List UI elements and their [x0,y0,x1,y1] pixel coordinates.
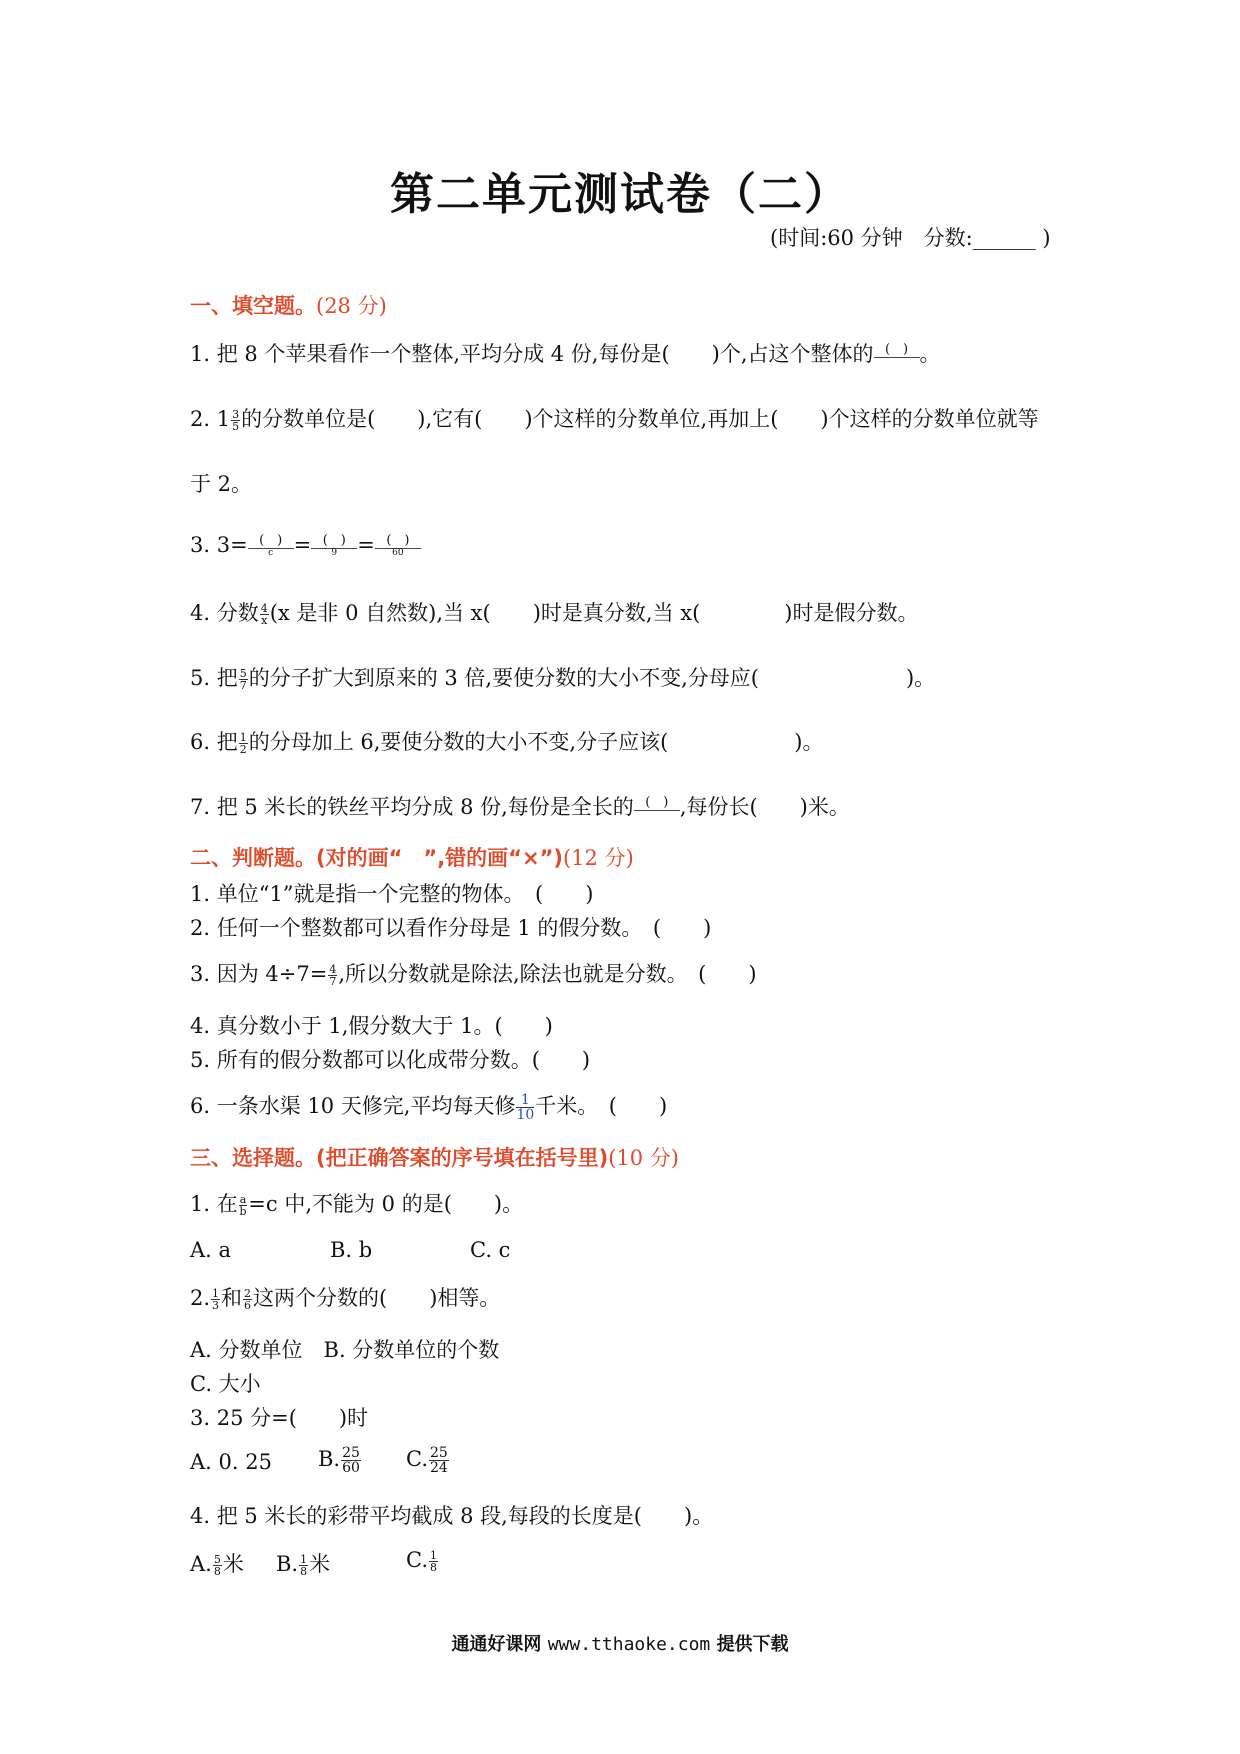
c1-option-a: A. a [190,1238,232,1262]
q7-end: ,每份长( )米。 [679,795,850,819]
judge-question-4: 4. 真分数小于 1,假分数大于 1。( ) [190,1014,553,1038]
section-judge-points: (12 分) [562,846,634,870]
c1-prefix: 1. 在 [190,1192,238,1216]
judge-question-1: 1. 单位“1”就是指一个完整的物体。 ( ) [190,882,594,906]
q6-frac-den: 2 [239,743,247,756]
q5-fraction [239,668,248,691]
judge-question-2: 2. 任何一个整数都可以看作分母是 1 的假分数。 ( ) [190,916,712,940]
c4a-frac-num: 5 [213,1553,221,1566]
q6-text: 的分母加上 6,要使分数的大小不变,分子应该( )。 [248,730,824,754]
c4a-label: A. [190,1552,212,1576]
q3-blank-1: $\frac{( )}{c}$ [248,534,294,559]
fill-question-1 [190,338,941,368]
section-judge-title: 二、判断题。(对的画“ ”,错的画“×”) [190,846,563,870]
c4a-fraction [213,1554,222,1577]
page-title: 第二单元测试卷（二） [390,169,850,220]
j3-frac-num: 4 [329,963,337,976]
fill-question-4 [190,597,919,627]
j6-frac-den: 10 [516,1107,535,1123]
q2-fraction [231,409,240,432]
c4b-frac-num: 1 [300,1553,308,1566]
q4-prefix: 4. 分数 [190,601,259,625]
c4-option-c [406,1548,439,1573]
q7-fraction-blank: ( ) [634,796,680,821]
section-choice-heading [190,1142,679,1172]
c4c-fraction [429,1550,438,1573]
page-footer [0,1630,1240,1656]
q7-text: 7. 把 5 米长的铁丝平均分成 8 份,每份是全长的 [190,795,634,819]
fill-question-2 [190,403,1039,433]
c4b-frac-den: 8 [300,1565,308,1578]
q2-frac-num: 3 [232,408,240,421]
q3-blank-3: $\frac{( )}{60}$ [375,534,421,559]
c2-frac1-num: 1 [212,1287,220,1300]
q4-frac-num: 4 [260,602,268,615]
j6-text: 千米。 ( ) [535,1094,668,1118]
c1-option-c: C. c [470,1238,511,1262]
j6-fraction [516,1093,534,1122]
section-fill-title: 一、填空题。 [190,294,316,318]
q6-fraction [239,732,248,755]
c2-fraction-1 [211,1288,220,1311]
q2-text: 的分数单位是( ),它有( )个这样的分数单位,再加上( )个这样的分数单位就等 [241,407,1039,431]
c3-option-b [318,1446,362,1475]
q6-prefix: 6. 把 [190,730,238,754]
footer-site-name: 通通好课网 [451,1634,542,1655]
section-choice-title: 三、选择题。(把正确答案的序号填在括号里) [190,1146,609,1170]
c2-fraction-2 [243,1288,252,1311]
j6-frac-num: 1 [516,1093,534,1108]
q4-frac-den: x [261,614,268,627]
q2-prefix: 2. 1 [190,407,231,431]
c1-frac-num: a [239,1193,247,1206]
fill-question-3: 3. 3= $\frac{( )}{c}$ = $\frac{( )}{9}$ = $\frac{( )}{60}$ [190,533,421,559]
section-fill-heading [190,290,387,320]
c4c-frac-num: 1 [430,1549,437,1562]
c3c-label: C. [406,1447,428,1471]
section-fill-points: (28 分) [316,294,387,318]
time-score-line: (时间:60 分钟 分数:______ ) [770,226,1051,250]
c1-option-b: B. b [330,1238,373,1262]
q3-den-1: c [268,548,274,558]
c3b-frac-den: 60 [342,1460,360,1476]
c1-frac-den: b [239,1205,247,1218]
c3c-frac-den: 24 [430,1460,448,1476]
c2-options-ab: A. 分数单位 B. 分数单位的个数 [190,1338,500,1362]
c3c-fraction [429,1446,449,1475]
fill-question-6 [190,726,824,756]
section-judge-heading [190,842,634,872]
q2-continuation: 于 2。 [190,472,253,496]
c3b-fraction [341,1446,361,1475]
j3-frac-den: 7 [329,975,337,988]
choice-question-4: 4. 把 5 米长的彩带平均截成 8 段,每段的长度是( )。 [190,1504,714,1528]
c3b-label: B. [318,1447,341,1471]
c4a-unit: 米 [222,1552,244,1576]
judge-question-6 [190,1090,667,1122]
c1-fraction [239,1194,248,1217]
footer-suffix: 提供下载 [716,1634,789,1655]
c4b-label: B. [276,1552,299,1576]
c4b-unit: 米 [309,1552,331,1576]
c4-option-a [190,1548,244,1578]
choice-question-2 [190,1282,500,1312]
judge-question-3 [190,958,757,988]
c2-option-c: C. 大小 [190,1372,261,1396]
c4a-frac-den: 8 [213,1565,221,1578]
judge-question-5: 5. 所有的假分数都可以化成带分数。( ) [190,1048,591,1072]
q3-prefix: 3. 3= [190,533,248,557]
c3-option-c [406,1446,450,1475]
footer-url[interactable]: www.tthaoke.com [547,1634,711,1655]
c2-frac2-num: 2 [244,1287,252,1300]
fill-question-5 [190,662,935,692]
c4-option-b [276,1548,330,1578]
j6-prefix: 6. 一条水渠 10 天修完,平均每天修 [190,1094,516,1118]
c2-prefix: 2. [190,1286,211,1310]
q2-frac-den: 5 [232,420,240,433]
q4-text: (x 是非 0 自然数),当 x( )时是真分数,当 x( )时是假分数。 [269,601,919,625]
section-choice-points: (10 分) [608,1146,679,1170]
c4b-fraction [299,1554,308,1577]
c2-frac2-den: 6 [244,1299,252,1312]
q3-den-2: 9 [331,548,338,558]
c2-and: 和 [221,1286,243,1310]
q5-frac-den: 7 [239,679,247,692]
choice-question-3: 3. 25 分=( )时 [190,1406,369,1430]
c3-option-a: A. 0. 25 [190,1450,272,1474]
q6-frac-num: 1 [239,731,247,744]
c4c-frac-den: 8 [430,1561,437,1574]
q5-prefix: 5. 把 [190,666,238,690]
c2-frac1-den: 3 [212,1299,220,1312]
c1-text: =c 中,不能为 0 的是( )。 [248,1192,524,1216]
q1-fraction-blank: ( ) [874,343,920,368]
q3-den-3: 60 [392,548,404,558]
q4-fraction [260,603,269,626]
j3-text: ,所以分数就是除法,除法也就是分数。 ( ) [338,962,757,986]
q3-blank-2: $\frac{( )}{9}$ [311,534,357,559]
c4c-label: C. [406,1548,428,1572]
q1-text: 1. 把 8 个苹果看作一个整体,平均分成 4 份,每份是( )个,占这个整体的 [190,342,874,366]
q1-end: 。 [919,342,941,366]
choice-question-1 [190,1188,523,1218]
c3b-frac-num: 25 [342,1445,360,1461]
q5-frac-num: 5 [239,667,247,680]
j3-prefix: 3. 因为 4÷7= [190,962,328,986]
j3-fraction [328,964,337,987]
fill-question-7 [190,791,850,821]
q5-text: 的分子扩大到原来的 3 倍,要使分数的大小不变,分母应( )。 [248,666,936,690]
c3c-frac-num: 25 [430,1445,448,1461]
c2-text: 这两个分数的( )相等。 [253,1286,501,1310]
